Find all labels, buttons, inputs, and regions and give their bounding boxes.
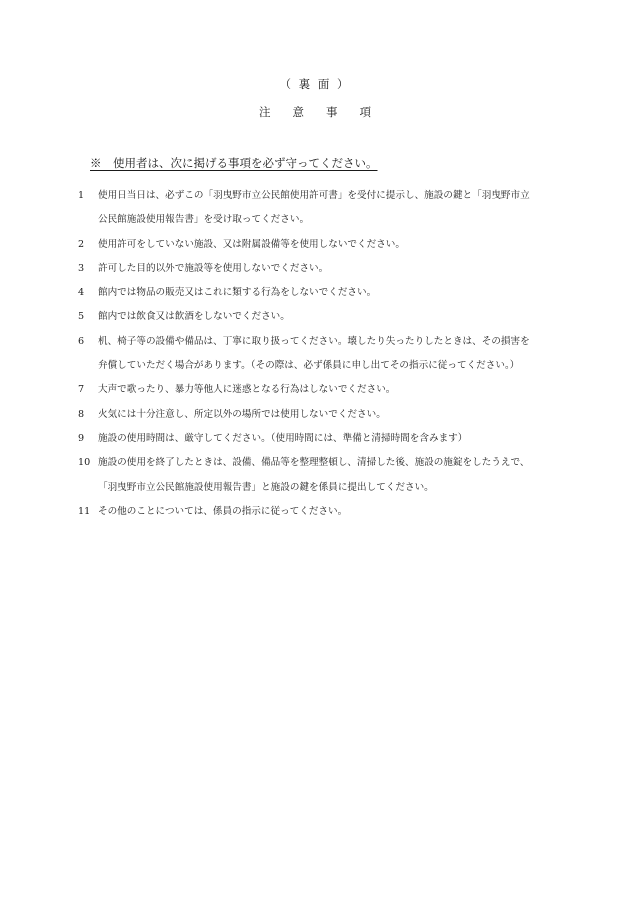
item-text: [98, 427, 558, 451]
item-text: [98, 257, 558, 281]
item-text: [98, 184, 558, 233]
item-text-line: 使用許可をしていない施設、又は附属設備等を使用しないでください。: [98, 238, 405, 250]
item-text-line: 施設の使用時間は、厳守してください。（使用時間には、準備と清掃時間を含みます）: [98, 432, 468, 444]
item-number: 1: [78, 190, 85, 201]
item-number: 9: [78, 432, 85, 444]
item-number: 5: [78, 311, 85, 323]
item-text-line: 使用日当日は、必ずこの「羽曳野市立公民館使用許可書」を受付に提示し、施設の鍵と「羽曳野市立: [98, 190, 530, 201]
item-text-line: 弁償していただく場合があります。（その際は、必ず係員に申し出てその指示に従ってください。）: [98, 360, 520, 372]
item-text-line: 許可した目的以外で施設等を使用しないでください。: [98, 262, 329, 274]
list-item: [78, 427, 558, 451]
item-text-line: 火気には十分注意し、所定以外の場所では使用しないでください。: [98, 408, 386, 420]
list-item: [78, 281, 558, 305]
list-item: [78, 403, 558, 427]
list-item: [78, 451, 558, 500]
item-text-line: 施設の使用を終了したときは、設備、備品等を整理整頓し、清掃した後、施設の施錠をしたうえで、: [98, 457, 530, 469]
item-text-line: 館内では飲食又は飲酒をしないでください。: [98, 311, 290, 323]
list-item: [78, 378, 558, 402]
item-text-line: その他のことについては、係員の指示に従ってください。: [98, 505, 348, 517]
item-text: [98, 281, 558, 305]
item-text: [98, 403, 558, 427]
list-item: [78, 305, 558, 329]
list-item: [78, 184, 558, 233]
item-number: 10: [78, 457, 91, 469]
item-text: [98, 451, 558, 500]
list-item: [78, 257, 558, 281]
back-side-label: （ 裏 面 ）: [279, 77, 351, 91]
item-text: [98, 305, 558, 329]
notice-line: ※ 使用者は、次に掲げる事項を必ず守ってください。: [90, 156, 378, 170]
item-text-line: 館内では物品の販売又はこれに類する行為をしないでください。: [98, 287, 377, 299]
item-number: 11: [78, 505, 91, 517]
item-text-line: 机、椅子等の設備や備品は、丁寧に取り扱ってください。壊したり失ったりしたときは、その損害を: [98, 335, 530, 347]
list-item: [78, 233, 558, 257]
item-number: 7: [78, 384, 85, 396]
item-text-line: 大声で歌ったり、暴力等他人に迷惑となる行為はしないでください。: [98, 384, 396, 396]
item-number: 2: [78, 238, 85, 250]
item-number: 4: [78, 287, 85, 299]
item-number: 3: [78, 262, 85, 274]
item-text: [98, 500, 558, 524]
rules-list: [78, 184, 558, 524]
item-text: [98, 233, 558, 257]
item-text: [98, 330, 558, 379]
item-number: 6: [78, 335, 85, 347]
item-text: [98, 378, 558, 402]
item-number: 8: [78, 408, 85, 420]
page-title: 注意事項: [259, 105, 393, 119]
list-item: [78, 330, 558, 379]
list-item: [78, 500, 558, 524]
item-text-line: 「羽曳野市立公民館施設使用報告書」と施設の鍵を係員に提出してください。: [98, 481, 434, 493]
item-text-line: 公民館施設使用報告書」を受け取ってください。: [98, 214, 310, 226]
